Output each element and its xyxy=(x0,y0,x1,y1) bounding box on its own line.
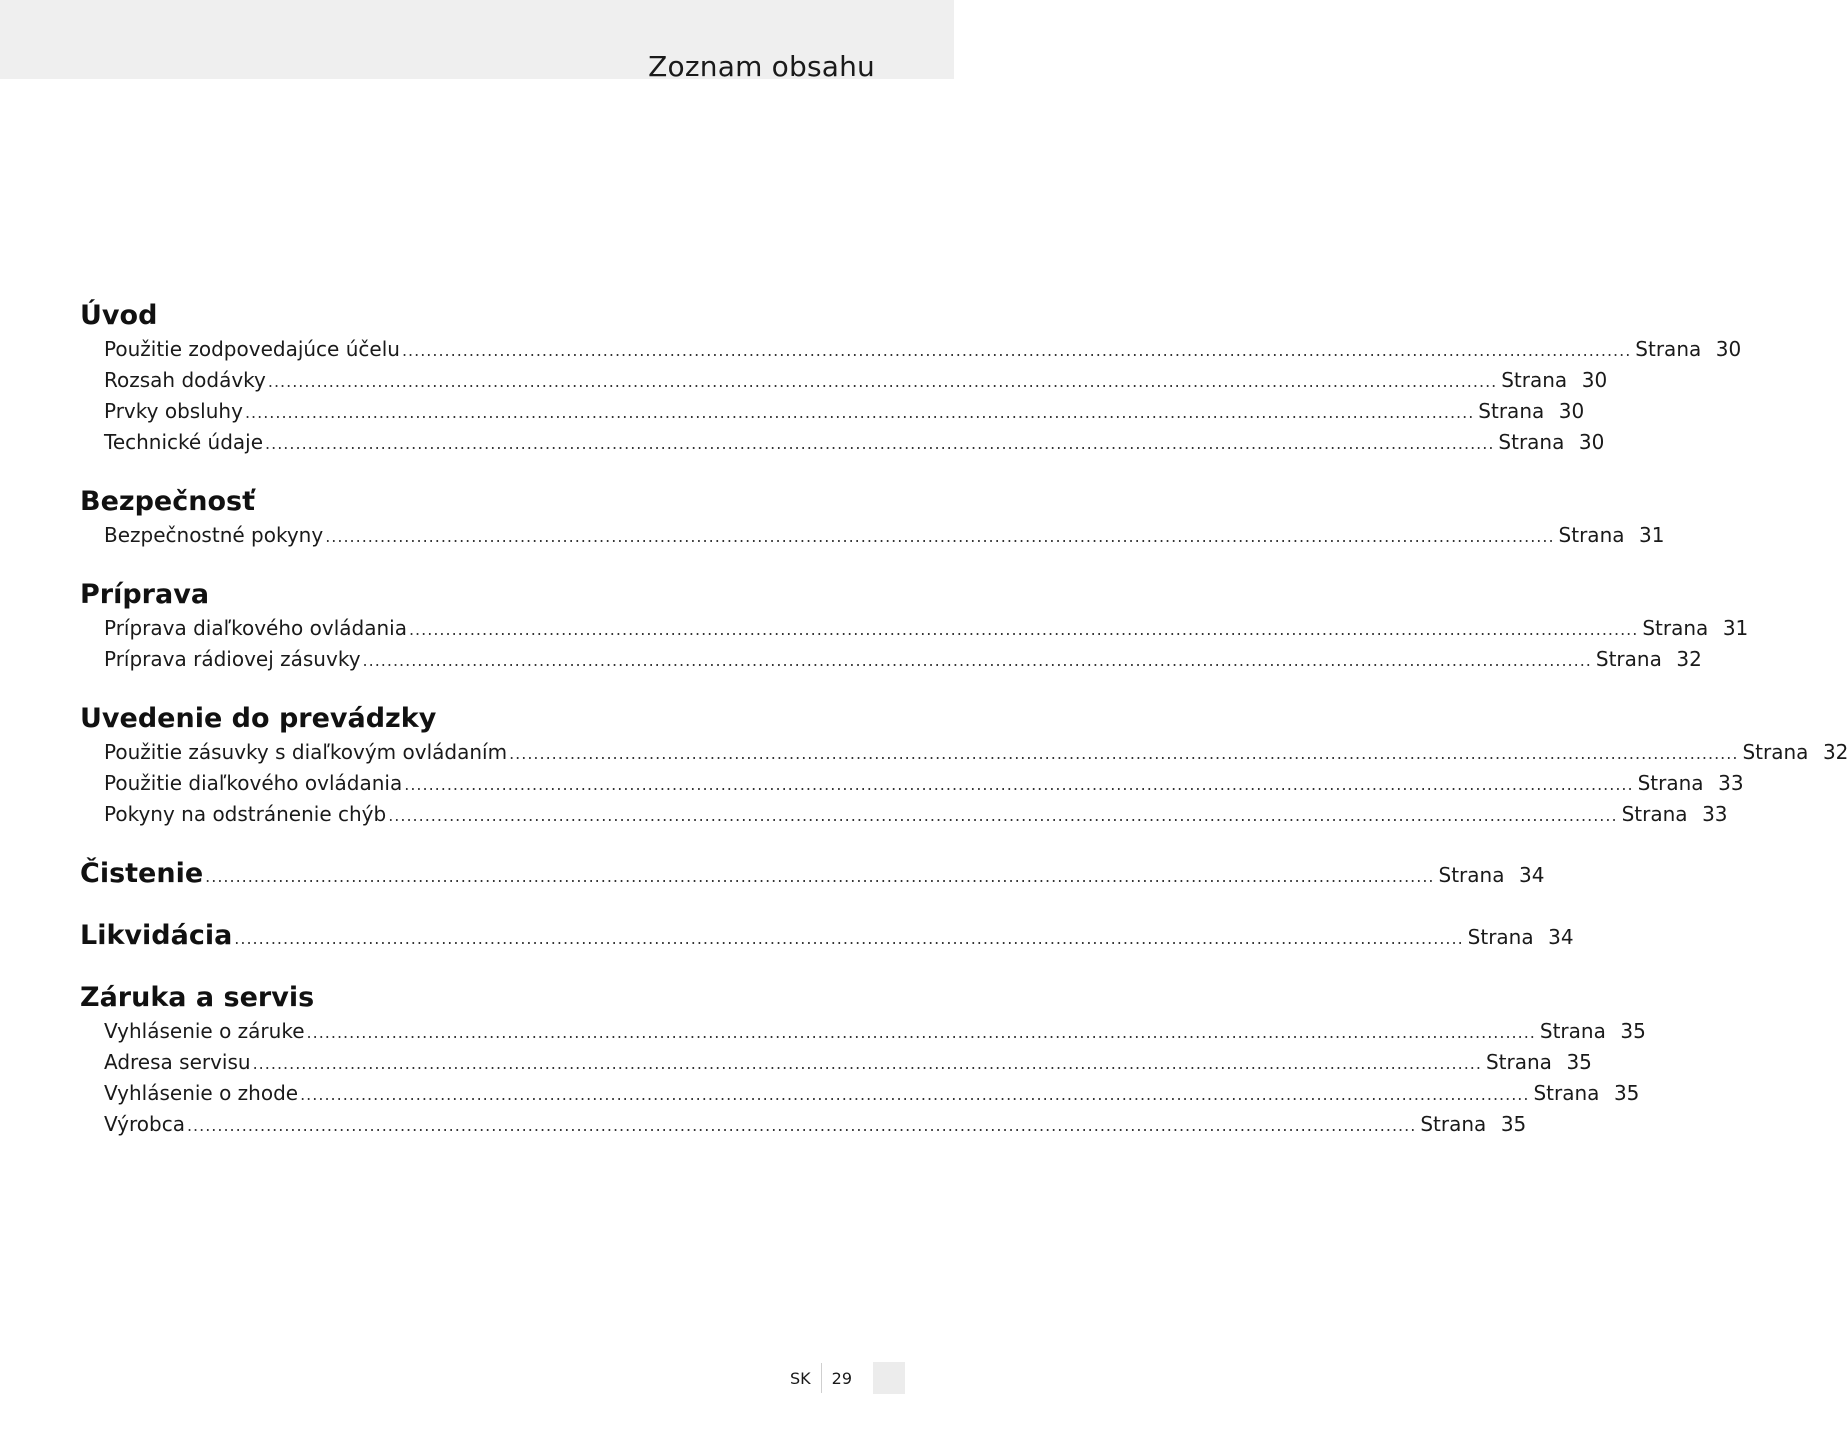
toc-section-priprava xyxy=(80,577,1749,675)
page-number: 30 xyxy=(1578,430,1605,454)
page-word: Strana xyxy=(1558,523,1625,547)
page-word: Strana xyxy=(1501,368,1568,392)
leader-dots: .......................................................................................................................................................................................................... xyxy=(325,527,1555,546)
entry-label: Vyhlásenie o zhode xyxy=(104,1081,299,1105)
page-number: 35 xyxy=(1566,1050,1592,1074)
toc-section-uvedenie xyxy=(80,701,1848,830)
entry-label: Technické údaje xyxy=(104,430,264,454)
page-number: 33 xyxy=(1718,771,1744,795)
section-title: Bezpečnosť xyxy=(80,486,255,517)
section-title: Záruka a servis xyxy=(80,982,315,1013)
language-code: SK xyxy=(790,1368,811,1388)
toc-entry[interactable] xyxy=(104,768,1744,799)
page-number: 33 xyxy=(1702,802,1728,826)
toc-entry[interactable] xyxy=(104,799,1728,830)
page-word: Strana xyxy=(1478,399,1545,423)
page-number: 30 xyxy=(1581,368,1608,392)
page-word: Strana xyxy=(1485,1050,1552,1074)
entry-label: Použitie zásuvky s diaľkovým ovládaním xyxy=(104,740,508,764)
page-footer xyxy=(790,1363,905,1393)
entry-label: Rozsah dodávky xyxy=(104,368,266,392)
page-word: Strana xyxy=(1438,863,1505,887)
section-title: Čistenie xyxy=(80,858,204,889)
entry-label: Bezpečnostné pokyny xyxy=(104,523,324,547)
toc-entry[interactable] xyxy=(104,396,1585,427)
leader-dots: .......................................................................................................................................................................................................... xyxy=(265,434,1495,453)
section-title: Príprava xyxy=(80,579,210,610)
page-word: Strana xyxy=(1642,616,1709,640)
page-number: 34 xyxy=(1519,863,1545,887)
leader-dots: .......................................................................................................................................................................................................... xyxy=(267,372,1498,391)
page-word: Strana xyxy=(1467,925,1534,949)
leader-dots: .......................................................................................................................................................................................................... xyxy=(388,806,1618,825)
leader-dots: .......................................................................................................................................................................................................... xyxy=(252,1054,1482,1073)
toc-entry[interactable] xyxy=(104,737,1848,768)
toc-entry[interactable] xyxy=(104,1078,1640,1109)
entry-label: Výrobca xyxy=(104,1112,185,1136)
leader-dots: .......................................................................................................................................................................................................... xyxy=(306,1023,1536,1042)
leader-dots: .......................................................................................................................................................................................................... xyxy=(186,1116,1417,1135)
leader-dots: .......................................................................................................................................................................................................... xyxy=(234,929,1464,948)
leader-dots: .......................................................................................................................................................................................................... xyxy=(244,403,1475,422)
entry-label: Vyhlásenie o záruke xyxy=(104,1019,305,1043)
page-word: Strana xyxy=(1498,430,1565,454)
page-word: Strana xyxy=(1621,802,1688,826)
page-number: 31 xyxy=(1639,523,1665,547)
leader-dots: .......................................................................................................................................................................................................... xyxy=(205,867,1435,886)
page-tab-marker xyxy=(873,1362,905,1394)
page-number: 31 xyxy=(1722,616,1749,640)
toc-entry[interactable] xyxy=(104,365,1608,396)
toc-entry[interactable] xyxy=(104,427,1605,458)
toc-entry[interactable] xyxy=(104,1016,1646,1047)
leader-dots: .......................................................................................................................................................................................................... xyxy=(300,1085,1530,1104)
entry-label: Príprava rádiovej zásuvky xyxy=(104,647,361,671)
leader-dots: .......................................................................................................................................................................................................... xyxy=(401,341,1632,360)
section-title: Likvidácia xyxy=(80,920,233,951)
page-word: Strana xyxy=(1533,1081,1600,1105)
leader-dots: .......................................................................................................................................................................................................... xyxy=(408,620,1639,639)
page-word: Strana xyxy=(1742,740,1809,764)
page-number: 34 xyxy=(1548,925,1574,949)
page-number: 35 xyxy=(1620,1019,1646,1043)
toc-entry[interactable] xyxy=(104,1047,1592,1078)
page-word: Strana xyxy=(1539,1019,1606,1043)
entry-label: Adresa servisu xyxy=(104,1050,251,1074)
page-number: 32 xyxy=(1822,740,1848,764)
entry-label: Príprava diaľkového ovládania xyxy=(104,616,407,640)
toc-entry[interactable] xyxy=(104,334,1742,365)
page-title: Zoznam obsahu xyxy=(648,49,875,83)
page-word: Strana xyxy=(1595,647,1662,671)
leader-dots: .......................................................................................................................................................................................................... xyxy=(362,651,1592,670)
page-number: 35 xyxy=(1500,1112,1527,1136)
section-title: Uvedenie do prevádzky xyxy=(80,703,437,734)
toc-section-likvidacia[interactable] xyxy=(80,918,1574,954)
toc-section-zaruka xyxy=(80,980,1646,1140)
footer-page-number: 29 xyxy=(831,1368,853,1388)
toc-entry[interactable] xyxy=(104,1109,1527,1140)
toc-section-uvod xyxy=(80,298,1742,458)
toc-entry[interactable] xyxy=(104,644,1702,675)
page-number: 30 xyxy=(1715,337,1742,361)
section-title: Úvod xyxy=(80,300,158,331)
entry-label: Použitie zodpovedajúce účelu xyxy=(104,337,400,361)
page-word: Strana xyxy=(1420,1112,1487,1136)
leader-dots: .......................................................................................................................................................................................................... xyxy=(404,775,1634,794)
page-word: Strana xyxy=(1637,771,1704,795)
page-number: 30 xyxy=(1558,399,1585,423)
table-of-contents xyxy=(80,298,1848,1166)
toc-section-bezpecnost xyxy=(80,484,1665,551)
page-number: 35 xyxy=(1613,1081,1640,1105)
entry-label: Pokyny na odstránenie chýb xyxy=(104,802,387,826)
toc-entry[interactable] xyxy=(104,613,1749,644)
page-number: 32 xyxy=(1676,647,1702,671)
page-word: Strana xyxy=(1635,337,1702,361)
toc-section-cistenie[interactable] xyxy=(80,856,1545,892)
leader-dots: .......................................................................................................................................................................................................... xyxy=(509,744,1739,763)
toc-entry[interactable] xyxy=(104,520,1665,551)
entry-label: Prvky obsluhy xyxy=(104,399,243,423)
entry-label: Použitie diaľkového ovládania xyxy=(104,771,403,795)
